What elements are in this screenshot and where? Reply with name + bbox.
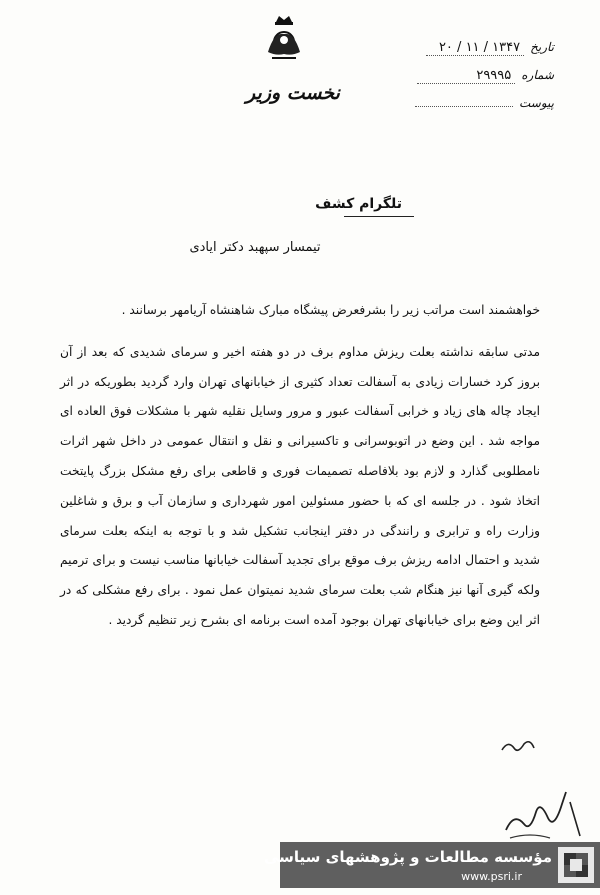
body-paragraph-1: خواهشمند است مراتب زیر را بشرفعرض پیشگاه مبارک شاهنشاه آریامهر برسانند . bbox=[121, 303, 540, 317]
number-label: شماره bbox=[521, 68, 554, 82]
institute-logo-icon bbox=[558, 847, 594, 883]
letterhead-office: نخست وزیر bbox=[246, 82, 340, 104]
date-value: ۲۰ / ۱۱ / ۱۳۴۷ bbox=[426, 40, 524, 56]
watermark-banner bbox=[263, 842, 600, 888]
body-paragraph-2: مدتی سابقه نداشته بعلت ریزش مداوم برف در دو هفته اخیر و سرمای شدیدی که بعد از آن بروز کرد خسارات زیادی به آسفالت تعداد کثیری از خیابانهای تهران وارد گردید بطوریکه در اثر ایجاد چاله های زیاد و خرابی آسفالت عبور و مرور وسایل نقلیه شهر با مشکلات فوق العاده ای مواجه شد . این وضع در اتوبوسرانی و تاکسیرانی و نقل و انتقال عمومی در داخل شهر اثرات نامطلوبی گذارد و لازم بود بلافاصله تصمیمات فوری و قاطعی برای رفع مشکل بزرگ پایتخت اتخاذ شود . در جلسه ای که با حضور مسئولین امور شهرداری و سازمان آب و برق و شاغلین وزارت راه و ترابری و رانندگی در دفتر اینجانب تشکیل شد و با توجه به اینکه بعلت سرمای شدید و احتمال ادامه ریزش برف موقع برای تجدید آسفالت خیابانها مناسب نیست و برای ترمیم ولکه گیری آنها نیز هنگام شب بعلت سرمای شدید نمیتوان عمل نمود . برای رفع مشکلی که در اثر این وضع برای خیابانهای تهران بوجود آمده است برنامه ای بشرح زیر تنظیم گردید . bbox=[60, 344, 540, 627]
attachment-label: پیوست bbox=[519, 96, 554, 110]
letter-recipient: تیمسار سپهبد دکتر ایادی bbox=[189, 240, 321, 255]
number-row bbox=[384, 68, 554, 96]
attachment-row bbox=[384, 96, 554, 124]
subject-underline bbox=[344, 216, 414, 217]
date-row bbox=[384, 40, 554, 68]
handwritten-mark bbox=[498, 736, 538, 758]
letter-body bbox=[60, 296, 540, 636]
watermark-url[interactable]: www.psri.ir bbox=[461, 870, 522, 883]
number-value: ۲۹۹۹۵ bbox=[417, 68, 515, 84]
date-label: تاریخ bbox=[530, 40, 554, 54]
attachment-value bbox=[415, 106, 513, 107]
letter-subject: تلگرام کشف bbox=[315, 196, 402, 212]
royal-emblem-icon bbox=[262, 12, 306, 62]
watermark-org-name: مؤسسه مطالعات و پژوهشهای سیاسی bbox=[263, 848, 552, 866]
meta-block bbox=[384, 40, 554, 124]
handwritten-signature bbox=[500, 782, 590, 842]
